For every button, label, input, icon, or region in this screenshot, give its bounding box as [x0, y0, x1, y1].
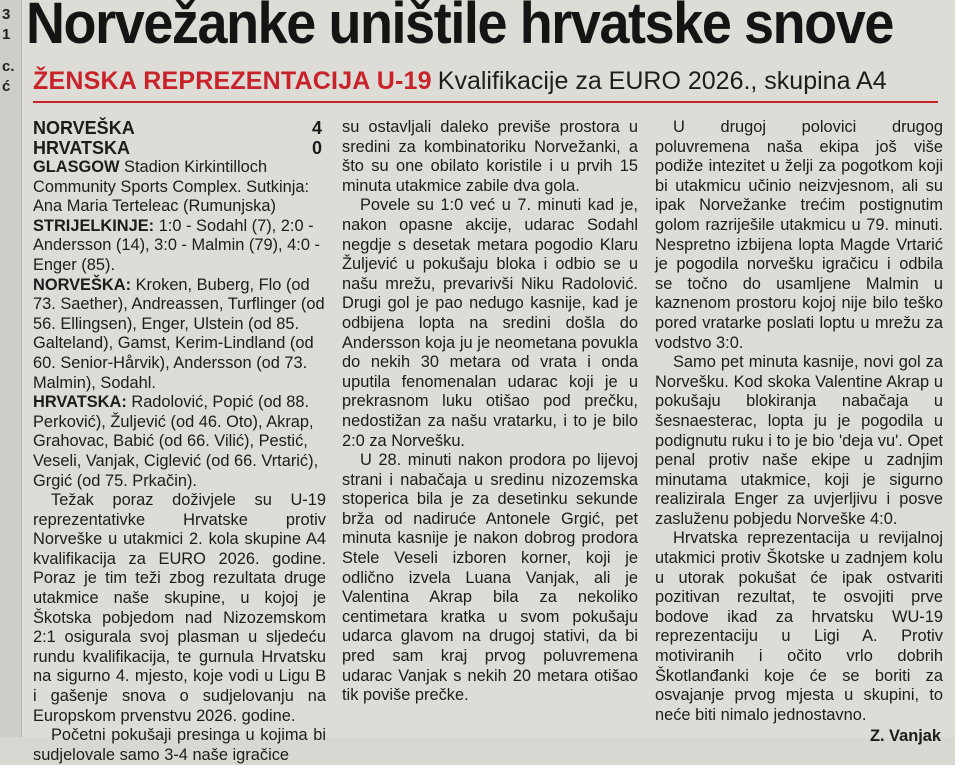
- croatia-label: HRVATSKA:: [33, 393, 127, 412]
- article-paragraph: U 28. minuti nakon prodora po lijevoj strani i nabačaja u sredinu nizozemska stoperica bila je za desetinku sekunde brža od nadiruće Antonele Grgić, pet minuta kasnije je nakon dobrog prodora Stele Veseli izboren korner, koji je odlično izvela Luana Vanjak, ali je Valentina Akrap bila za nekoliko centimetara kratka u svom pokušaju udarca glavom na drugoj stativi, da bi pred sam kraj prvog poluvremena udarac Vanjak s nekih 20 metara otišao tik poviše prečke.: [342, 451, 638, 705]
- team-score: 0: [311, 138, 322, 158]
- team-name: NORVEŠKA: [33, 118, 135, 138]
- scorers-text: 1:0 - Sodahl (7), 2:0 - Andersson (14), 3:0 - Malmin (79), 4:0 - Enger (85).: [33, 216, 320, 274]
- article-paragraph: Samo pet minuta kasnije, novi gol za Norvešku. Kod skoka Valentine Akrap u pokušaju blokiranja nabačaja u šesnaesterac, lopta ju je pogodila u podignutu ruku i to je bio 'deja vu'. Opet penal protiv naše ekipe u zadnjim minutama utakmice, koji je sigurno realizirala Enger za uvjerljivu i posve zasluženu pobjedu Norveške 4:0.: [655, 353, 943, 528]
- score-row-away: [33, 138, 326, 158]
- margin-char: 1: [2, 26, 11, 43]
- margin-char: 3: [2, 6, 11, 23]
- margin-char: c.: [2, 58, 15, 75]
- column-2: [342, 118, 638, 706]
- column-3: [655, 118, 943, 747]
- kicker-rule: [33, 101, 938, 103]
- norway-lineup: [33, 276, 326, 394]
- article-paragraph: Povele su 1:0 već u 7. minuti kad je, nakon opasne akcije, udarac Sodahl negdje s desetak metara pogodio Klaru Žuljević u pokušaju bloka i odbio se u našu mrežu, prevarivši Niku Radolović. Drugi gol je pao nedugo kasnije, kad je odbijena lopta na sredini došla do Andersson koja ju je neometana povukla do nekih 30 metara od vrata i onda uputila fenomenalan udarac koji je u prekrasnom luku otišao pod prečku, nedostižan za našu vratarku, i to je bilo 2:0 za Norvešku.: [342, 196, 638, 450]
- kicker-subtitle: Kvalifikacije za EURO 2026., skupina A4: [437, 67, 887, 95]
- croatia-text: Radolović, Popić (od 88. Perković), Žuljević (od 46. Oto), Akrap, Grahovac, Babić (od 66. Vilić), Pestić, Veseli, Vanjak, Ciglević (od 66. Vrtarić), Grgić (od 75. Prkačin).: [33, 393, 319, 490]
- venue-line: [33, 158, 326, 217]
- croatia-lineup: [33, 393, 326, 491]
- venue-text: Stadion Kirkintilloch Community Sports Complex. Sutkinja: Ana Maria Terteleac (Rumunjska): [33, 158, 310, 216]
- article-paragraph: Težak poraz doživjele su U-19 reprezentativke Hrvatske protiv Norveške u utakmici 2. kola skupine A4 kvalifikacija za EURO 2026. godine. Poraz je tim teži zbog rezultata druge utakmice naše skupine, u kojoj je Škotska pobjedom nad Nizozemskom 2:1 osigurala svoj plasman u sljedeću rundu kvalifikacija, te gurnula Hrvatsku na sigurno 4. mjesto, koje vodi u Ligu B i gašenje snova o sudjelovanju na Europskom prvenstvu 2026. godine.: [33, 491, 326, 725]
- section-label: ŽENSKA REPREZENTACIJA U-19: [33, 67, 432, 95]
- team-name: HRVATSKA: [33, 138, 131, 158]
- article-paragraph: U drugoj polovici drugog poluvremena naša ekipa još više podiže intezitet u želji za pogotkom koji bi utakmicu učinio neizvjesnom, ali su ipak Norvežanke trećim postignutim golom razriješile utakmicu u 79. minuti. Nespretno izbijena lopta Magde Vrtarić je pogodila norvešku igračicu i odbila se točno do usamljene Malmin u kaznenom prostoru kojoj nije bilo teško pored vratarke poslati loptu u mrežu za vodstvo 3:0.: [655, 118, 943, 352]
- byline: Z. Vanjak: [869, 727, 941, 746]
- article-paragraph: Početni pokušaji presinga u kojima bi sudjelovale samo 3-4 naše igračice: [33, 726, 326, 764]
- score-row-home: [33, 118, 326, 138]
- match-info: [33, 158, 326, 491]
- article-paragraph: su ostavljali daleko previše prostora u sredini za kombinatoriku Norvežanki, a što su one obilato koristile i u prvih 15 minuta utakmice zabile dva gola.: [342, 118, 638, 195]
- scorers-line: [33, 217, 326, 276]
- norway-label: NORVEŠKA:: [33, 275, 132, 294]
- scorers-label: STRIJELKINJE:: [33, 216, 155, 235]
- venue-label: GLASGOW: [33, 158, 120, 176]
- team-score: 4: [311, 118, 322, 138]
- margin-char: ć: [2, 78, 11, 95]
- kicker: [33, 66, 887, 98]
- adjacent-column-fragment: [0, 0, 22, 737]
- headline: Norvežanke uništile hrvatske snove: [26, 0, 893, 56]
- article-paragraph: Hrvatska reprezentacija u revijalnoj utakmici protiv Škotske u zadnjem kolu u utorak pokušat će ipak ostvariti pozitivan rezultat, te osvojiti prve bodove ikad za hrvatsku WU-19 reprezentaciju u Ligi A. Protiv motiviranih i očito vrlo dobrih Škotlanđanki koje će se boriti za osvajanje prvog mjesta u skupini, to neće biti nimalo jednostavno.: [655, 529, 943, 724]
- column-1: [33, 118, 326, 765]
- norway-text: Kroken, Buberg, Flo (od 73. Saether), Andreassen, Turflinger (od 56. Ellingsen), Enger, Ulstein (od 85. Galteland), Gamst, Kerim-Lindland (od 60. Senior-Hårvik), Andersson (od 73. Malmin), Sodahl.: [33, 275, 325, 392]
